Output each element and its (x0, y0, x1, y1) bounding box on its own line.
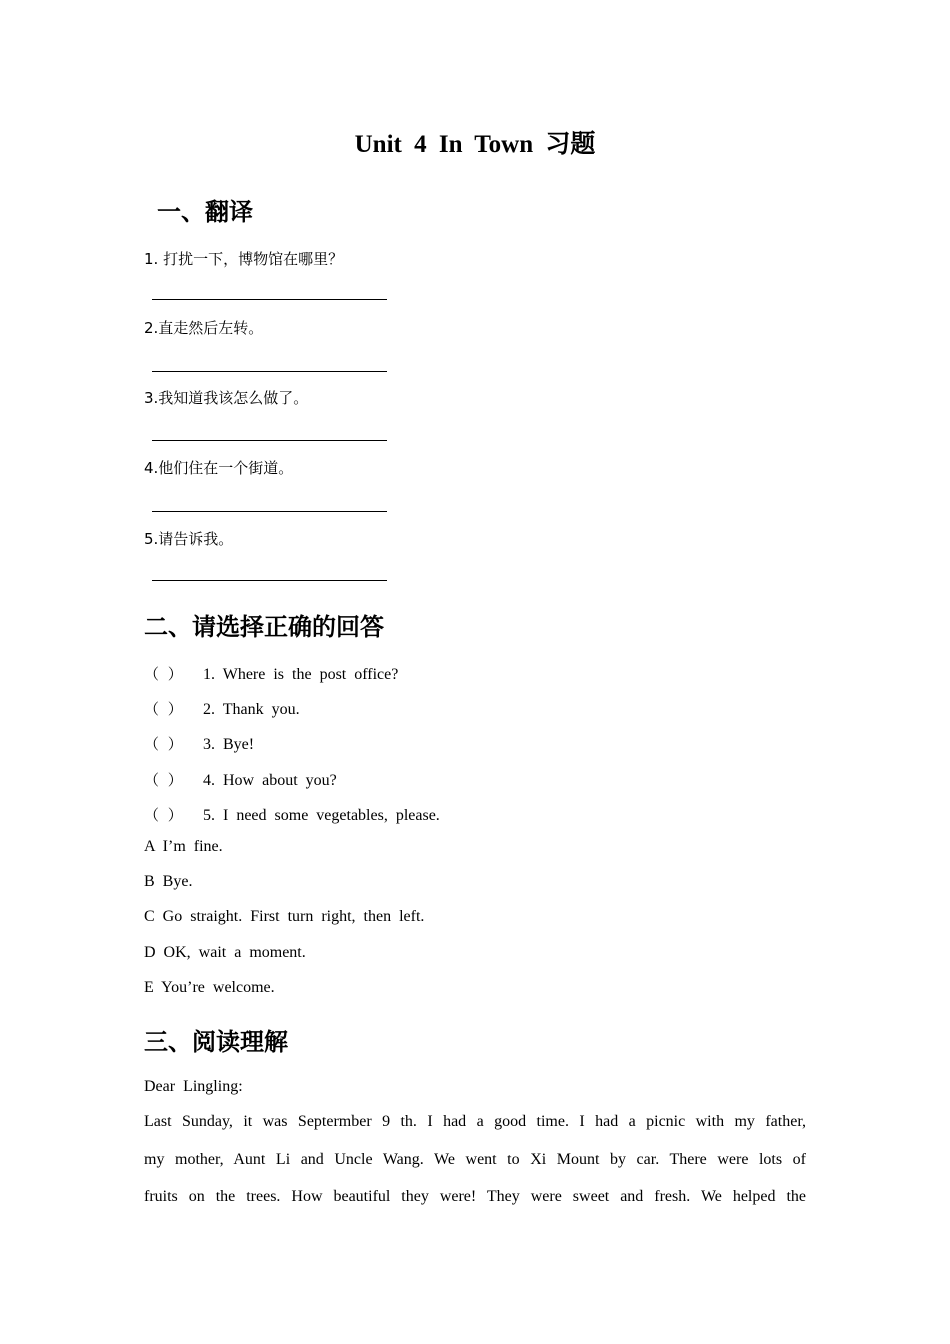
answer-paren[interactable]: （ ） (144, 771, 183, 789)
reading-line-3: fruits on the trees. How beautiful they were! They were sweet and fresh. We helped the (144, 1188, 806, 1205)
letter-salutation: Dear Lingling: (144, 1078, 243, 1095)
section-1-heading: 一、翻译 (157, 198, 253, 226)
answer-paren[interactable]: （ ） (144, 700, 183, 718)
translation-item-2: 2.直走然后左转。 (144, 319, 264, 337)
answer-blank-5[interactable] (152, 580, 387, 581)
choice-question-4 (144, 769, 337, 790)
answer-blank-2[interactable] (152, 371, 387, 372)
reading-line-1: Last Sunday, it was Septermber 9 th. I had a good time. I had a picnic with my father, (144, 1113, 806, 1130)
answer-blank-4[interactable] (152, 511, 387, 512)
option-a: A I’m fine. (144, 838, 223, 855)
answer-paren[interactable]: （ ） (144, 806, 183, 824)
question-text: 1. Where is the post office? (203, 666, 399, 683)
answer-paren[interactable]: （ ） (144, 665, 183, 683)
question-text: 2. Thank you. (203, 701, 300, 718)
option-d: D OK, wait a moment. (144, 944, 306, 961)
question-text: 5. I need some vegetables, please. (203, 807, 440, 824)
translation-item-1: 1. 打扰一下，博物馆在哪里？ (144, 250, 344, 268)
option-c: C Go straight. First turn right, then left. (144, 908, 425, 925)
page-title: Unit 4 In Town 习题 (354, 131, 596, 158)
question-text: 3. Bye! (203, 736, 255, 753)
option-e: E You’re welcome. (144, 979, 275, 996)
translation-item-4: 4.他们住在一个街道。 (144, 459, 294, 477)
question-text: 4. How about you? (203, 772, 337, 789)
choice-question-1 (144, 663, 398, 684)
answer-blank-1[interactable] (152, 299, 387, 300)
section-2-heading: 二、请选择正确的回答 (144, 613, 384, 641)
option-b: B Bye. (144, 873, 193, 890)
choice-question-5 (144, 804, 440, 825)
translation-item-5: 5.请告诉我。 (144, 530, 234, 548)
choice-question-3 (144, 733, 254, 754)
answer-paren[interactable]: （ ） (144, 735, 183, 753)
translation-item-3: 3.我知道我该怎么做了。 (144, 389, 309, 407)
reading-line-2: my mother, Aunt Li and Uncle Wang. We went to Xi Mount by car. There were lots of (144, 1151, 806, 1168)
section-3-heading: 三、阅读理解 (144, 1028, 288, 1056)
choice-question-2 (144, 698, 300, 719)
answer-blank-3[interactable] (152, 440, 387, 441)
